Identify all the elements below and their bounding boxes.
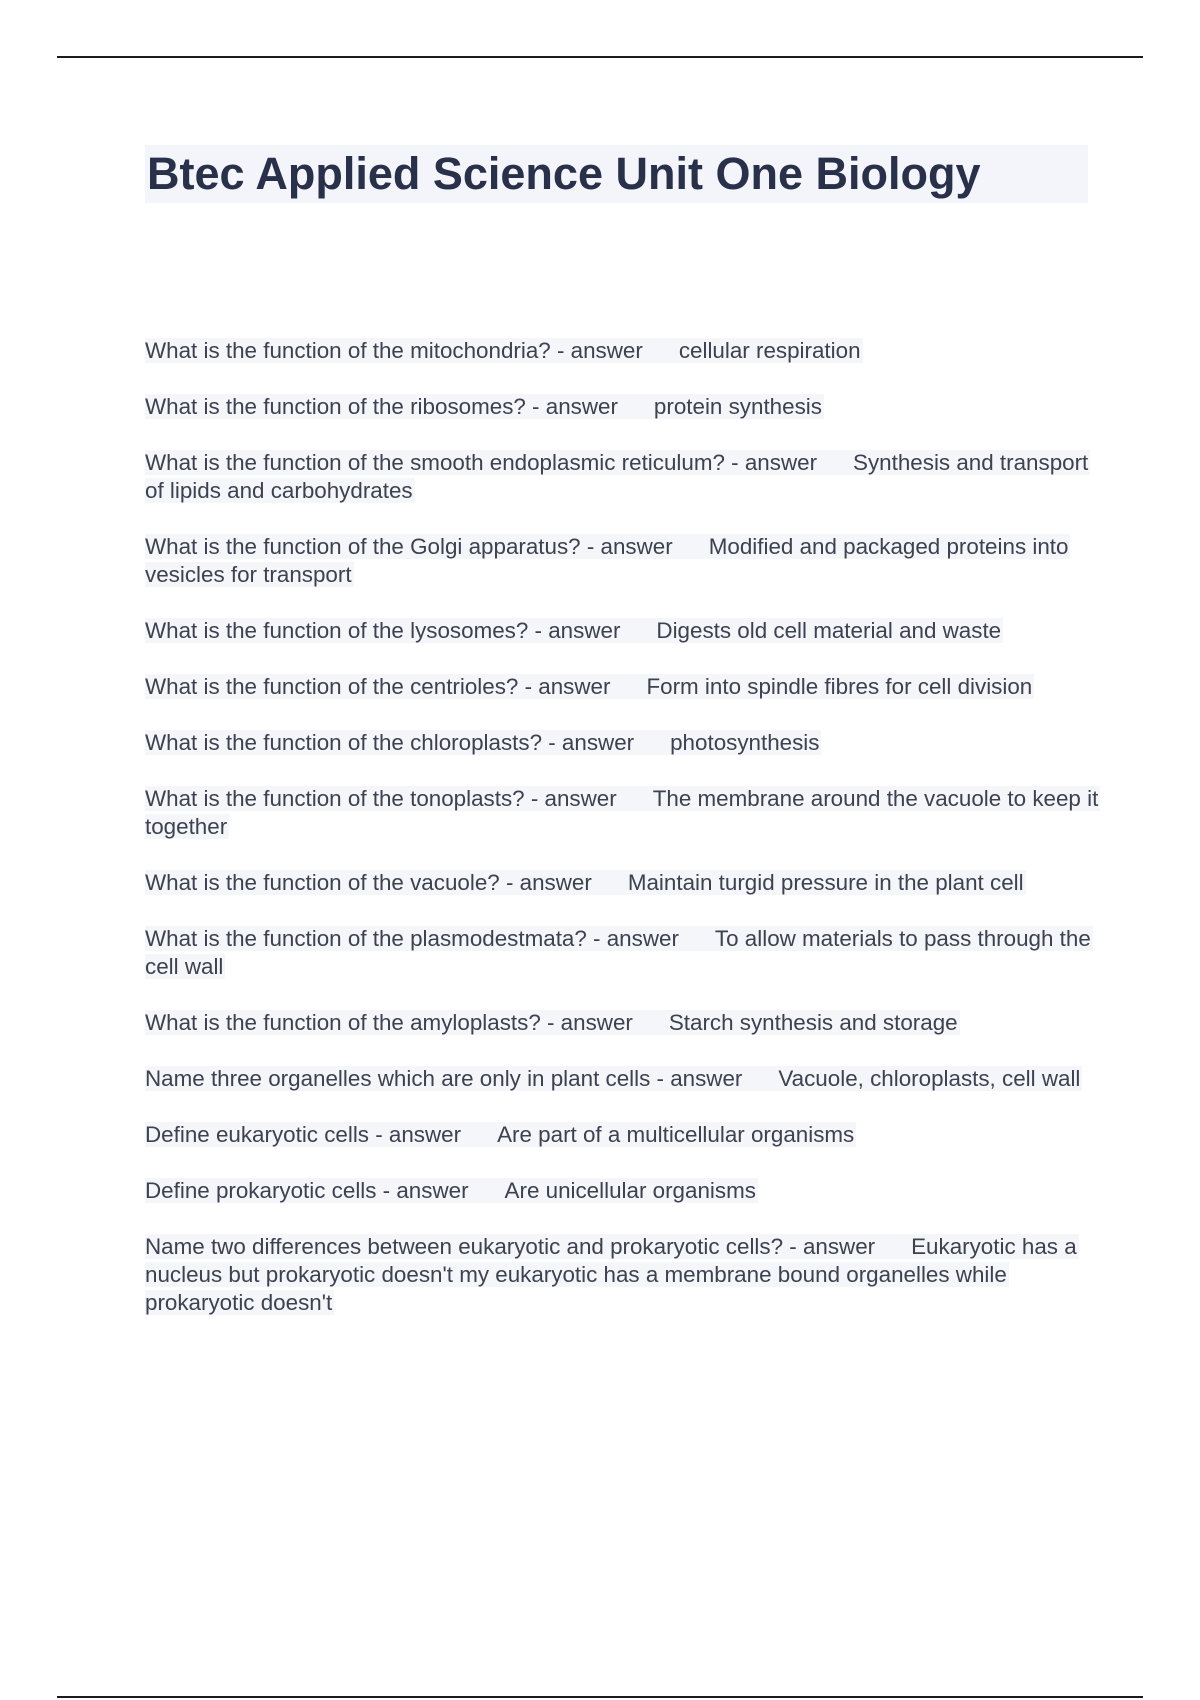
top-rule <box>57 56 1143 58</box>
qa-item <box>145 393 1105 421</box>
qa-item <box>145 785 1105 841</box>
qa-question: Define eukaryotic cells - answer <box>145 1122 462 1147</box>
qa-question: What is the function of the ribosomes? - answer <box>145 394 618 419</box>
qa-item <box>145 1121 1105 1149</box>
qa-answer: Vacuole, chloroplasts, cell wall <box>778 1066 1081 1091</box>
qa-question: What is the function of the plasmodestmata? - answer <box>145 926 679 951</box>
qa-item <box>145 1009 1105 1037</box>
qa-item <box>145 617 1105 645</box>
qa-answer: Form into spindle fibres for cell division <box>646 674 1033 699</box>
qa-answer: Are unicellular organisms <box>504 1178 756 1203</box>
qa-item <box>145 673 1105 701</box>
qa-item <box>145 1065 1105 1093</box>
qa-answer: photosynthesis <box>670 730 820 755</box>
qa-answer: To allow materials to pass through the cell wall <box>145 926 1091 979</box>
bottom-rule <box>57 1696 1143 1698</box>
qa-item <box>145 925 1105 981</box>
qa-answer: cellular respiration <box>678 338 861 363</box>
qa-question: What is the function of the centrioles? - answer <box>145 674 611 699</box>
qa-answer: Eukaryotic has a nucleus but prokaryotic doesn't my eukaryotic has a membrane bound organelles while prokaryotic doesn't <box>145 1234 1077 1315</box>
qa-question: Define prokaryotic cells - answer <box>145 1178 469 1203</box>
qa-answer: Modified and packaged proteins into vesicles for transport <box>145 534 1069 587</box>
qa-question: What is the function of the Golgi apparatus? - answer <box>145 534 673 559</box>
qa-question: What is the function of the mitochondria? - answer <box>145 338 643 363</box>
qa-question: What is the function of the vacuole? - answer <box>145 870 592 895</box>
qa-question: What is the function of the amyloplasts? - answer <box>145 1010 633 1035</box>
qa-question: What is the function of the smooth endoplasmic reticulum? - answer <box>145 450 818 475</box>
qa-item <box>145 533 1105 589</box>
qa-question: What is the function of the tonoplasts? - answer <box>145 786 617 811</box>
qa-question: What is the function of the lysosomes? - answer <box>145 618 621 643</box>
qa-item <box>145 449 1105 505</box>
qa-item <box>145 1233 1105 1317</box>
qa-item <box>145 1177 1105 1205</box>
qa-item <box>145 337 1105 365</box>
qa-answer: Starch synthesis and storage <box>668 1010 958 1035</box>
qa-list <box>145 337 1105 1345</box>
qa-item <box>145 869 1105 897</box>
qa-answer: The membrane around the vacuole to keep it together <box>145 786 1099 839</box>
qa-answer: Digests old cell material and waste <box>656 618 1002 643</box>
qa-answer: Synthesis and transport of lipids and carbohydrates <box>145 450 1089 503</box>
qa-answer: Maintain turgid pressure in the plant cell <box>627 870 1024 895</box>
qa-question: Name two differences between eukaryotic and prokaryotic cells? - answer <box>145 1234 876 1259</box>
title-block <box>145 145 1088 203</box>
qa-item <box>145 729 1105 757</box>
qa-question: Name three organelles which are only in plant cells - answer <box>145 1066 743 1091</box>
page-title: Btec Applied Science Unit One Biology <box>147 148 981 199</box>
qa-answer: Are part of a multicellular organisms <box>497 1122 855 1147</box>
qa-answer: protein synthesis <box>653 394 822 419</box>
qa-question: What is the function of the chloroplasts? - answer <box>145 730 635 755</box>
